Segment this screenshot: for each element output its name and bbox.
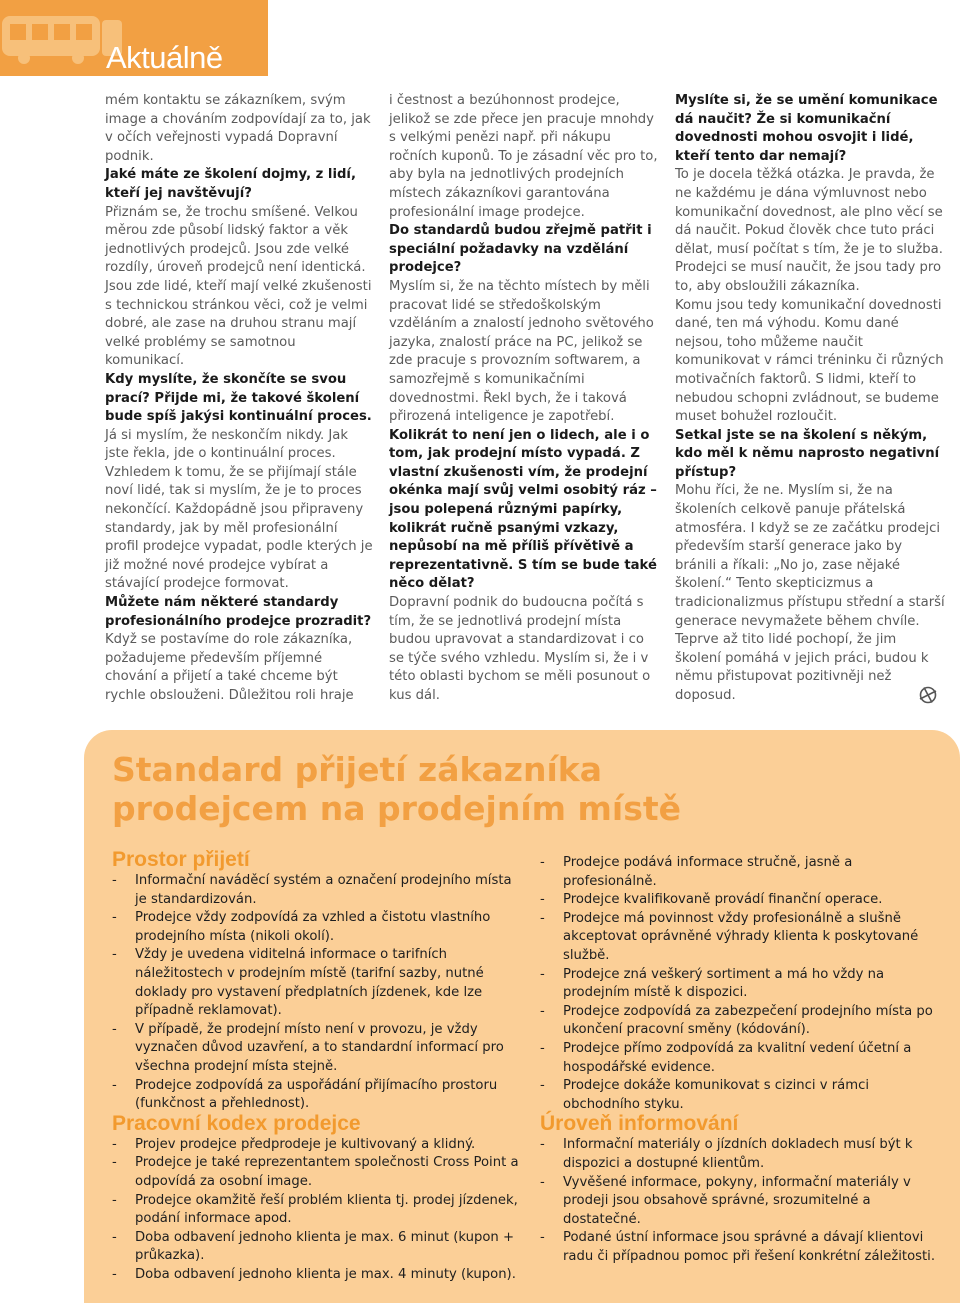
standards-list [540,1136,945,1266]
standards-list-item: - Projev prodejce předprodeje je kultivovaný a klidný. [112,1136,524,1155]
standards-subheading: Úroveň informování [540,1112,739,1136]
standards-list-item: - Prodejce vždy zodpovídá za vzhled a čistotu vlastního prodejního místa (nikoli okolí). [112,909,524,946]
interview-question: Kolikrát to není jen o lidech, ale i o tom, jak prodejní místo vypadá. Z vlastní zkušenosti vím, že prodejní okénka mají svůj velmi osobitý ráz – jsou polepená různými papírky, kolikrát ručně psanými vzkazy, nepůsobí na mě příliš přívětivě a reprezentativně. S tím se bude také něco dělat? [389,427,657,592]
standards-list-item: - Prodejce okamžitě řeší problém klienta tj. prodej jízdenek, podání informace apod. [112,1192,524,1229]
standards-list-item: - Prodejce má povinnost vždy profesionálně a slušně akceptovat oprávněné výhrady klienta k poskytované službě. [540,910,945,966]
interview-question: Můžete nám některé standardy profesionálního prodejce prozradit? [105,595,372,629]
standards-list-item: - Prodejce dokáže komunikovat s cizinci v rámci obchodního styku. [540,1077,945,1114]
standards-list-item: - Prodejce zná veškerý sortiment a má ho vždy na prodejním místě k dispozici. [540,966,945,1003]
standards-list-item: - V případě, že prodejní místo není v provozu, je vždy vyznačen důvod uzavření, a to standardní informací pro všechna prodejní místa stejně. [112,1021,524,1077]
standards-list [540,854,945,1114]
standards-list-item: - Prodejce je také reprezentantem společnosti Cross Point a odpovídá za osobní image. [112,1154,524,1191]
standards-title-line-2: prodejcem na prodejním místě [112,789,682,828]
standards-title [112,750,812,828]
interview-answer: Přiznám se, že trochu smíšené. Velkou měrou zde působí lidský faktor a věk jednotlivých prodejců. Jsou zde velké rozdíly, úroveň prodejců není identická. Jsou zde lidé, kteří mají velké zkušenosti s technickou stránkou věci, což je velmi dobré, ale zase na druhou stranu mají velké problémy se samotnou komunikací. [105,204,372,369]
standards-list-item: - Prodejce zodpovídá za uspořádání přijímacího prostoru (funkčnost a přehlednost). [112,1077,524,1114]
article-column-1 [105,92,375,706]
standards-list-item: - Doba odbavení jednoho klienta je max. 4 minuty (kupon). [112,1266,524,1285]
interview-answer: Komu jsou tedy komunikační dovednosti dané, ten má výhodu. Komu dané nejsou, toho můžeme naučit komunikovat v rámci tréninku či různých motivačních faktorů. S lidmi, kteří to nebudou schopni zvládnout, se budeme muset bohužel rozloučit. [675,297,944,425]
section-header-badge [0,0,268,76]
standards-right-column [540,854,945,1266]
interview-answer: mém kontaktu se zákazníkem, svým image a chováním zodpovídají za to, jak v očích veřejnosti vypadá Dopravní podnik. [105,93,371,164]
standards-list-item: - Prodejce podává informace stručně, jasně a profesionálně. [540,854,945,891]
standards-list-item: - Informační naváděcí systém a označení prodejního místa je standardizován. [112,872,524,909]
interview-answer: Když se postavíme do role zákazníka, požadujeme především příjemné chování a přijetí a také chceme být rychle obslouženi. Důležitou roli hraje [105,632,354,703]
standards-left-column [112,850,524,1284]
bus-icon [2,14,122,64]
article-column-3 [675,92,945,706]
standards-list-item: - Podané ústní informace jsou správné a dávají klientovi radu či případnou pomoc při řešení konkrétní záležitosti. [540,1229,945,1266]
standards-list [112,872,524,1114]
end-of-article-icon [918,685,938,705]
standards-subheading: Prostor přijetí [112,848,250,871]
standards-list-item: - Informační materiály o jízdních dokladech musí být k dispozici a dostupné klientům. [540,1136,945,1173]
section-title: Aktuálně [106,40,223,75]
interview-answer: Já si myslím, že neskončím nikdy. Jak jste řekla, jde o kontinuální proces. Vzhledem k tomu, že se přijímají stále noví lidé, tak si myslím, že je to proces nekončící. Každopádně jsou připraveny standardy, jak by měl profesionální profil prodejce vypadat, podle kterých je již možné nové prodejce vybírat a stávající prodejce formovat. [105,427,373,592]
standards-list [112,1136,524,1285]
article-column-2 [389,92,659,706]
standards-title-line-1: Standard přijetí zákazníka [112,750,602,789]
standards-list-item: - Prodejce přímo zodpovídá za kvalitní vedení účetní a hospodářské evidence. [540,1040,945,1077]
standards-list-item: - Prodejce kvalifikovaně provádí finanční operace. [540,891,945,910]
interview-question: Myslíte si, že se umění komunikace dá naučit? Že si komunikační dovednosti mohou osvojit i lidé, kteří tento dar nemají? [675,93,938,164]
standards-list-item: - Vždy je uvedena viditelná informace o tarifních náležitostech v prodejním místě (tarifní sazby, nutné doklady pro vystavení předplatních jízdenek, kde lze případně reklamovat). [112,946,524,1020]
standards-list-item: - Doba odbavení jednoho klienta je max. 6 minut (kupon + průkazka). [112,1229,524,1266]
interview-answer: i čestnost a bezúhonnost prodejce, jelikož se zde přece jen pracuje mnohdy s velkými penězi např. při nákupu ročních kuponů. To je zásadní věc pro to, aby byla na jednotlivých prodejních místech zákazníkovi garantována profesionální image prodejce. [389,93,658,220]
interview-answer: Mohu říci, že ne. Myslím si, že na školeních celkově panuje přátelská atmosféra. I když se ze začátku prodejci především starší generace jako by bránili a říkali: „No jo, zase nějaké školení.“ Tento skepticizmus a tradicionalizmus přístupu střední a starší generace nevymažete během chvíle. Teprve až tito lidé pochopí, že jim školení pomáhá v jejich práci, budou k němu přistupovat pozitivněji než doposud. [675,483,945,703]
interview-question: Setkal jste se na školení s někým, kdo měl k němu naprosto negativní přístup? [675,427,940,480]
standards-list-item: - Prodejce zodpovídá za zabezpečení prodejního místa po ukončení pracovní směny (kódování). [540,1003,945,1040]
standards-subheading: Pracovní kodex prodejce [112,1111,361,1135]
interview-question: Kdy myslíte, že skončíte se svou prací? Přijde mi, že takové školení bude spíš jakýsi kontinuální proces. [105,371,372,425]
interview-answer: Myslím si, že na těchto místech by měli pracovat lidé se středoškolským vzděláním a znalostí jednoho světového jazyka, znalostí práce na PC, jelikož se zde pracuje s provozním softwarem, a samozřejmě s komunikačními dovednostmi. Řekl bych, že i taková přirozená inteligence je zapotřebí. [389,278,654,425]
interview-answer: To je docela těžká otázka. Je pravda, že ne každému je dána výmluvnost nebo komunikační dovednost, ale plno věcí se dá naučit. Pokud člověk chce tuto práci dělat, musí počítat s tím, že je to služba. Prodejci se musí naučit, že jsou tady pro to, aby obsloužili zákazníka. [675,167,943,294]
standards-list-item: - Vyvěšené informace, pokyny, informační materiály v prodeji jsou obsahově správné, srozumitelné a dostatečné. [540,1174,945,1230]
interview-question: Jaké máte ze školení dojmy, z lidí, kteří jej navštěvují? [105,167,356,201]
interview-answer: Dopravní podnik do budoucna počítá s tím, že se jednotlivá prodejní místa budou upravovat a standardizovat i co se týče svého vzhledu. Myslím si, že i v této oblasti bychom se měli posunout o kus dál. [389,595,651,703]
interview-question: Do standardů budou zřejmě patřit i speciální požadavky na vzdělání prodejce? [389,223,652,276]
